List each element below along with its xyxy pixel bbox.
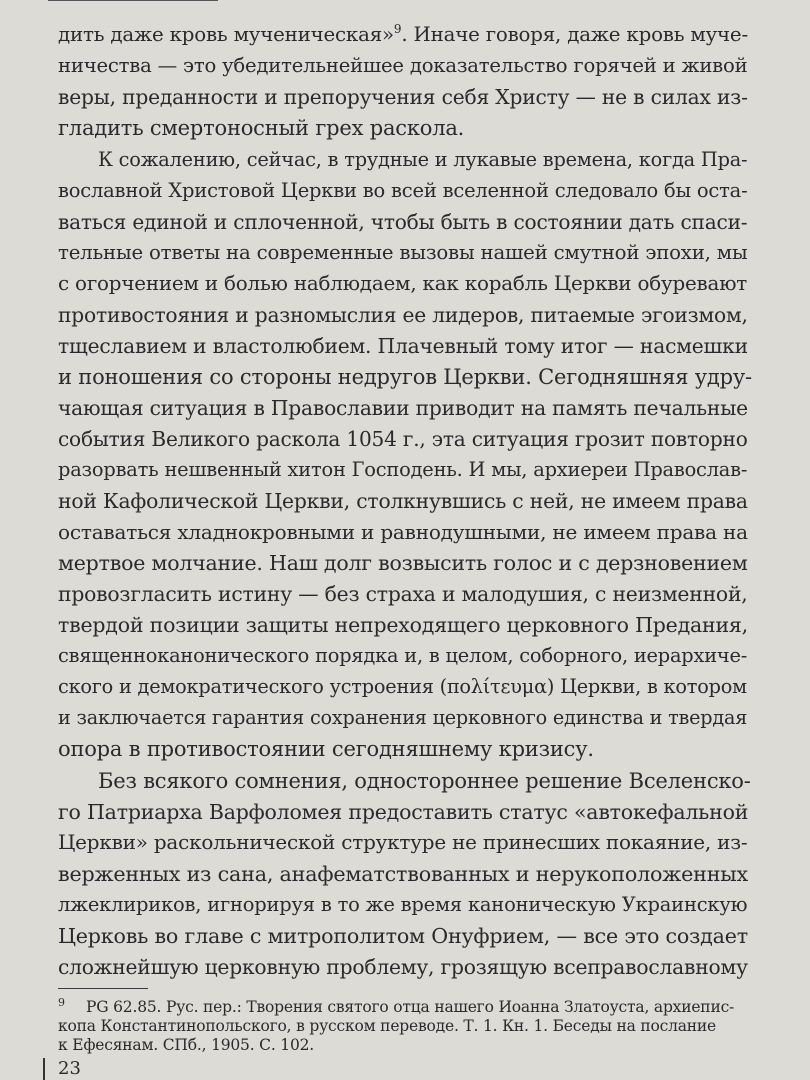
- text-line: Церковь во главе с митрополитом Онуфрием, — все это создает: [58, 924, 748, 948]
- footnote-line: копа Константинопольского, в русском переводе. Т. 1. Кн. 1. Беседы на послание: [58, 1017, 717, 1035]
- text-line: ничества — это убедительнейшее доказательство горячей и живой: [58, 54, 748, 77]
- text-line: Без всякого сомнения, одностороннее решение Вселенско-: [98, 769, 751, 793]
- text-line: тщеславием и властолюбием. Плачевный тому итог — насмешки: [58, 334, 748, 358]
- text-line: го Патриарха Варфоломея предоставить статус «автокефальной: [58, 800, 749, 824]
- footnote-line: к Ефесянам. СПб., 1905. С. 102.: [58, 1036, 314, 1054]
- text-line: сложнейшую церковную проблему, грозящую всеправославному: [58, 955, 748, 979]
- footnote-mark: 9: [58, 996, 65, 1009]
- text-line: ваться единой и сплоченной, чтобы быть в состоянии дать спаси-: [58, 210, 748, 234]
- text-line: с огорчением и болью наблюдаем, как корабль Церкви обуревают: [58, 272, 748, 295]
- text-line: и поношения со стороны недругов Церкви. Сегодняшняя удру-: [58, 365, 752, 389]
- text-line: Церкви» раскольнической структуре не принесших покаяние, из-: [58, 830, 748, 854]
- text-line: тельные ответы на современные вызовы нашей смутной эпохи, мы: [58, 241, 748, 264]
- text-line: веры, преданности и препоручения себя Христу — не в силах из-: [58, 85, 748, 109]
- text-line: гладить смертоносный грех раскола.: [58, 116, 465, 140]
- text-line: ной Кафолической Церкви, столкнувшись с ней, не имеем права: [58, 489, 748, 513]
- text-line: мертвое молчание. Наш долг возвысить голос и с дерзновением: [58, 551, 748, 575]
- footnote-line: PG 62.85. Рус. пер.: Творения святого отца нашего Иоанна Златоуста, архиепис-: [86, 998, 735, 1016]
- text-line: противостояния и разномыслия ее лидеров, питаемые эгоизмом,: [58, 303, 748, 327]
- text-line: события Великого раскола 1054 г., эта ситуация грозит повторно: [58, 427, 748, 451]
- text-line: и заключается гарантия сохранения церковного единства и твердая: [58, 706, 748, 729]
- text-line: ского и демократического устроения (πολίτευμα) Церкви, в котором: [58, 675, 747, 698]
- text-line: верженных из сана, анафематствованных и нерукоположенных: [58, 862, 748, 886]
- text-line: священноканонического порядка и, в целом, соборного, иерархиче-: [58, 644, 748, 667]
- text-line: оставаться хладнокровными и равнодушными, не имеем права на: [58, 520, 748, 544]
- text-line: чающая ситуация в Православии приводит на память печальные: [58, 396, 748, 420]
- margin-bar: [43, 1058, 45, 1080]
- top-edge-rule: [48, 0, 218, 1]
- page-number: 23: [58, 1058, 81, 1079]
- text-line: твердой позиции защиты непреходящего церковного Предания,: [58, 613, 748, 637]
- text-line: вославной Христовой Церкви во всей вселенной следовало бы оста-: [58, 179, 748, 202]
- text-line: лжеклириков, игнорируя в то же время каноническую Украинскую: [58, 893, 748, 916]
- footnote-separator: [58, 988, 148, 989]
- text-line: провозгласить истину — без страха и малодушия, с неизменной,: [58, 582, 748, 606]
- footnote-reference[interactable]: 9: [393, 22, 402, 36]
- text-line: дить даже кровь мученическая»$^9$. Иначе говоря, даже кровь муче-: [58, 22, 748, 46]
- text-line: К сожалению, сейчас, в трудные и лукавые времена, когда Пра-: [98, 148, 748, 171]
- text-line: опора в противостоянии сегодняшнему кризису.: [58, 737, 594, 761]
- text-line: разорвать нешвенный хитон Господень. И мы, архиереи Православ-: [58, 458, 748, 481]
